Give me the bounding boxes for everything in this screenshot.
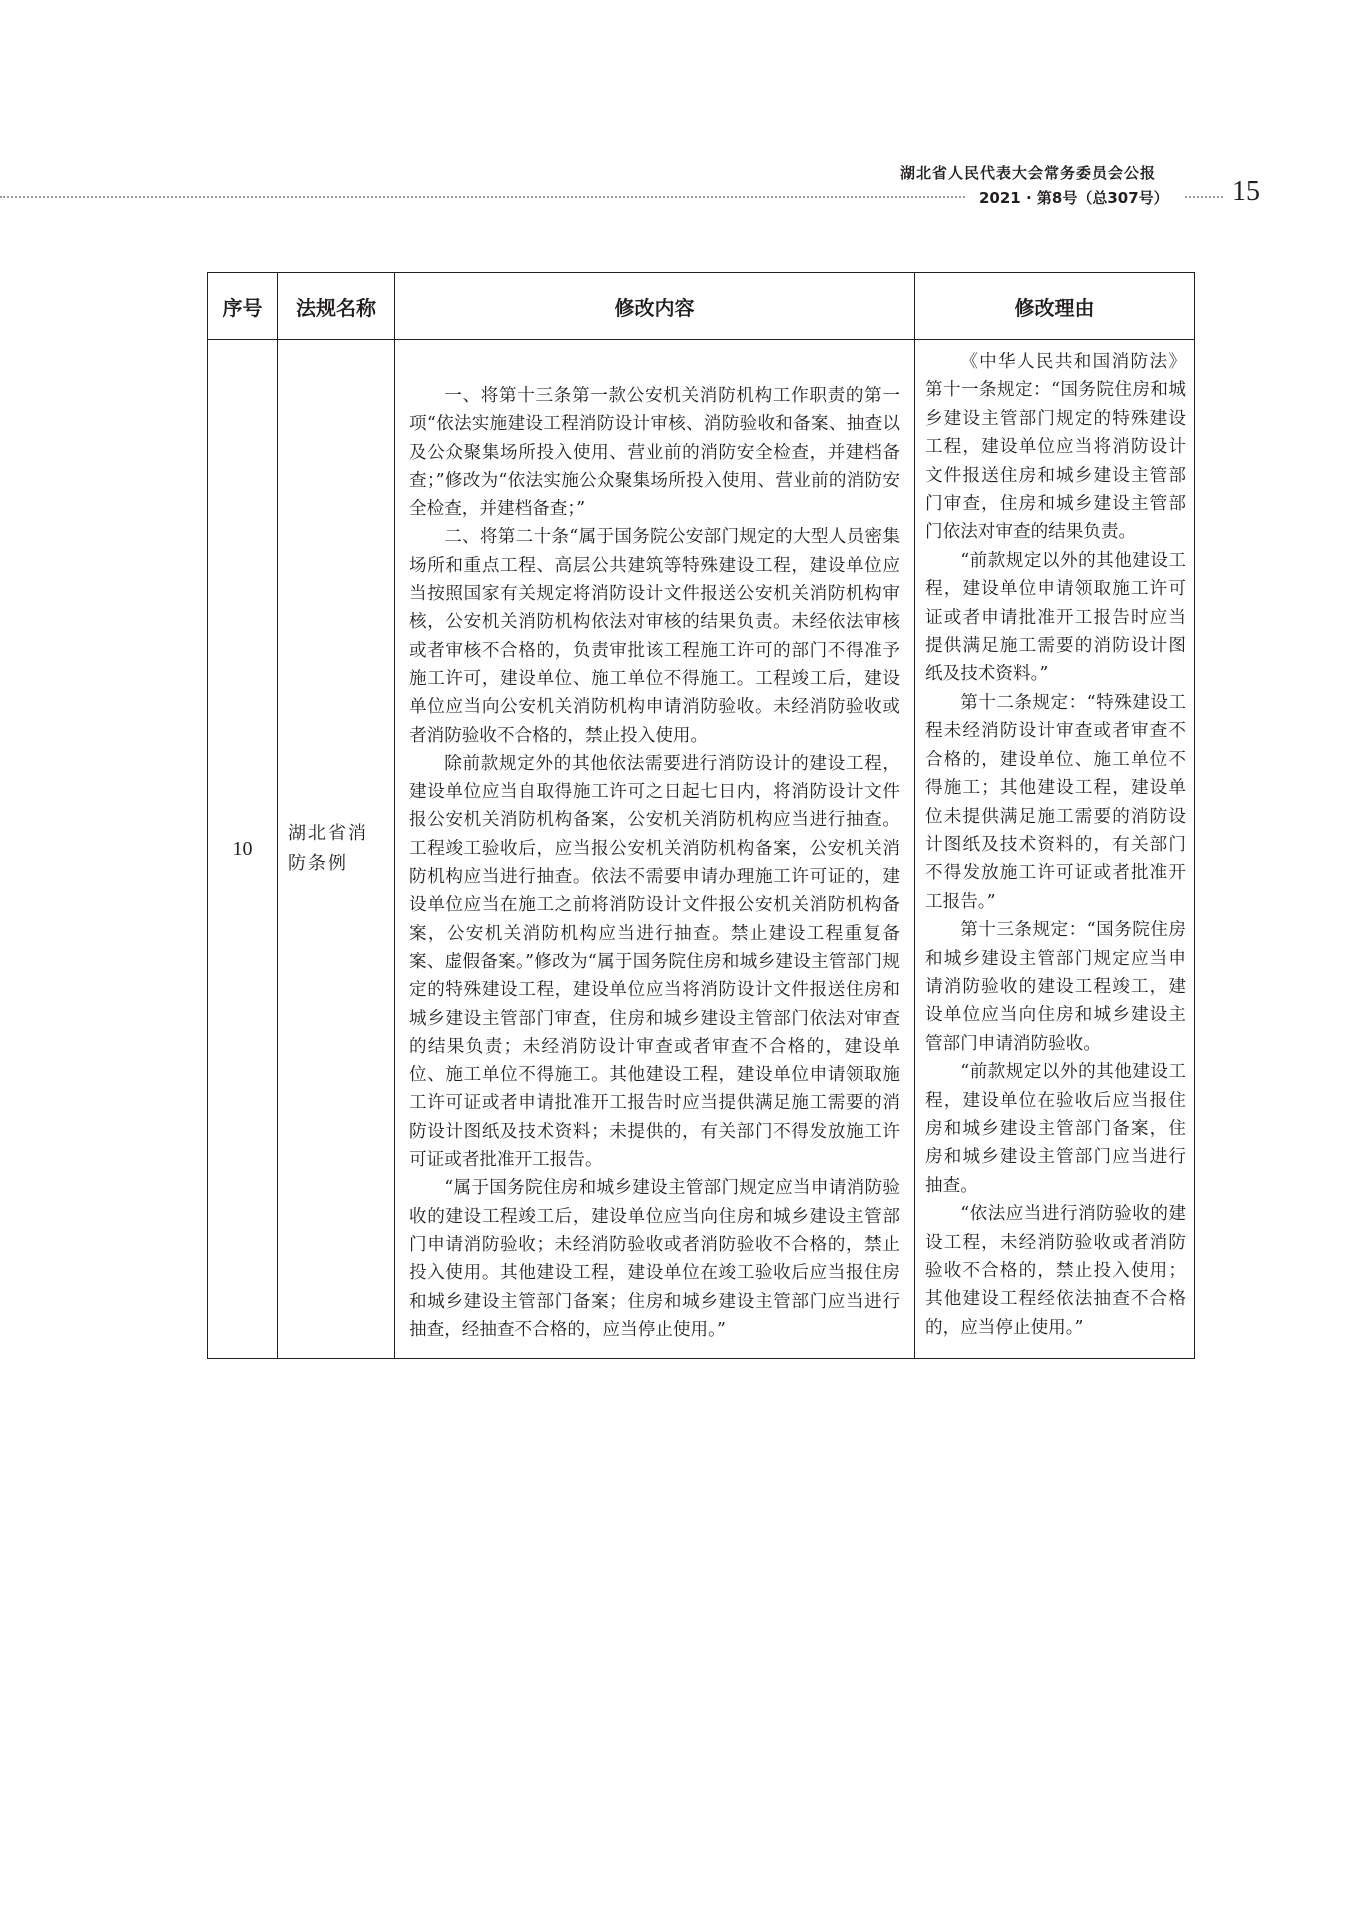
reason-paragraph: 《中华人民共和国消防法》第十一条规定：“国务院住房和城乡建设主管部门规定的特殊建设工程，建设单位应当将消防设计文件报送住房和城乡建设主管部门审查，住房和城乡建设主管部门依法对审查的结果负责。 — [925, 352, 1186, 543]
column-header-number: 序号 — [208, 273, 278, 340]
column-header-amendment-reason: 修改理由 — [915, 273, 1195, 340]
page-number: 15 — [1232, 176, 1260, 207]
reason-paragraph: “依法应当进行消防验收的建设工程，未经消防验收或者消防验收不合格的，禁止投入使用；其他建设工程经依法抽查不合格的，应当停止使用。” — [925, 1204, 1186, 1338]
table-header-row — [208, 273, 1195, 340]
column-header-law-name: 法规名称 — [278, 273, 395, 340]
amendment-reason — [915, 340, 1195, 1359]
content-paragraph: 除前款规定外的其他依法需要进行消防设计的建设工程，建设单位应当自取得施工许可之日起七日内，将消防设计文件报公安机关消防机构备案，公安机关消防机构应当进行抽查。工程竣工验收后，应当报公安机关消防机构备案，公安机关消防机构应当进行抽查。依法不需要申请办理施工许可证的，建设单位应当在施工之前将消防设计文件报公安机关消防机构备案，公安机关消防机构应当进行抽查。禁止建设工程重复备案、虚假备案。”修改为“属于国务院住房和城乡建设主管部门规定的特殊建设工程，建设单位应当将消防设计文件报送住房和城乡建设主管部门审查，住房和城乡建设主管部门依法对审查的结果负责；未经消防设计审查或者审查不合格的，建设单位、施工单位不得施工。其他建设工程，建设单位申请领取施工许可证或者申请批准开工报告时应当提供满足施工需要的消防设计图纸及技术资料；未提供的，有关部门不得发放施工许可证或者批准开工报告。 — [409, 753, 900, 1171]
amendment-table — [207, 272, 1195, 1359]
table-row — [208, 340, 1195, 1359]
issue-label: 2021 · 第8号（总307号） — [979, 189, 1169, 207]
amendment-content — [395, 340, 915, 1359]
header-rule-left — [0, 196, 965, 198]
reason-paragraph: “前款规定以外的其他建设工程，建设单位在验收后应当报住房和城乡建设主管部门备案，住房和城乡建设主管部门应当进行抽查。 — [925, 1062, 1186, 1196]
publication-title: 湖北省人民代表大会常务委员会公报 — [900, 164, 1157, 182]
content-paragraph: 一、将第十三条第一款公安机关消防机构工作职责的第一项“依法实施建设工程消防设计审核、消防验收和备案、抽查以及公众聚集场所投入使用、营业前的消防安全检查，并建档备查；”修改为“依法实施公众聚集场所投入使用、营业前的消防安全检查，并建档备查；” — [409, 386, 900, 520]
reason-paragraph: 第十三条规定：“国务院住房和城乡建设主管部门规定应当申请消防验收的建设工程竣工，建设单位应当向住房和城乡建设主管部门申请消防验收。 — [925, 920, 1186, 1054]
header-rule-right — [1185, 196, 1223, 198]
column-header-amendment-content: 修改内容 — [395, 273, 915, 340]
reason-paragraph: 第十二条规定：“特殊建设工程未经消防设计审查或者审查不合格的，建设单位、施工单位不得施工；其他建设工程，建设单位未提供满足施工需要的消防设计图纸及技术资料的，有关部门不得发放施工许可证或者批准开工报告。” — [925, 692, 1186, 912]
content-paragraph: 二、将第二十条“属于国务院公安部门规定的大型人员密集场所和重点工程、高层公共建筑等特殊建设工程，建设单位应当按照国家有关规定将消防设计文件报送公安机关消防机构审核，公安机关消防机构依法对审核的结果负责。未经依法审核或者审核不合格的，负责审批该工程施工许可的部门不得准予施工许可，建设单位、施工单位不得施工。工程竣工后，建设单位应当向公安机关消防机构申请消防验收。未经消防验收或者消防验收不合格的，禁止投入使用。 — [409, 527, 900, 746]
law-name: 湖北省消防条例 — [278, 340, 395, 1359]
content-paragraph: “属于国务院住房和城乡建设主管部门规定应当申请消防验收的建设工程竣工后，建设单位应当向住房和城乡建设主管部门申请消防验收；未经消防验收或者消防验收不合格的，禁止投入使用。其他建设工程，建设单位在竣工验收后应当报住房和城乡建设主管部门备案；住房和城乡建设主管部门应当进行抽查，经抽查不合格的，应当停止使用。” — [409, 1178, 900, 1340]
row-number: 10 — [208, 340, 278, 1359]
reason-paragraph: “前款规定以外的其他建设工程，建设单位申请领取施工许可证或者申请批准开工报告时应当提供满足施工需要的消防设计图纸及技术资料。” — [925, 550, 1186, 685]
